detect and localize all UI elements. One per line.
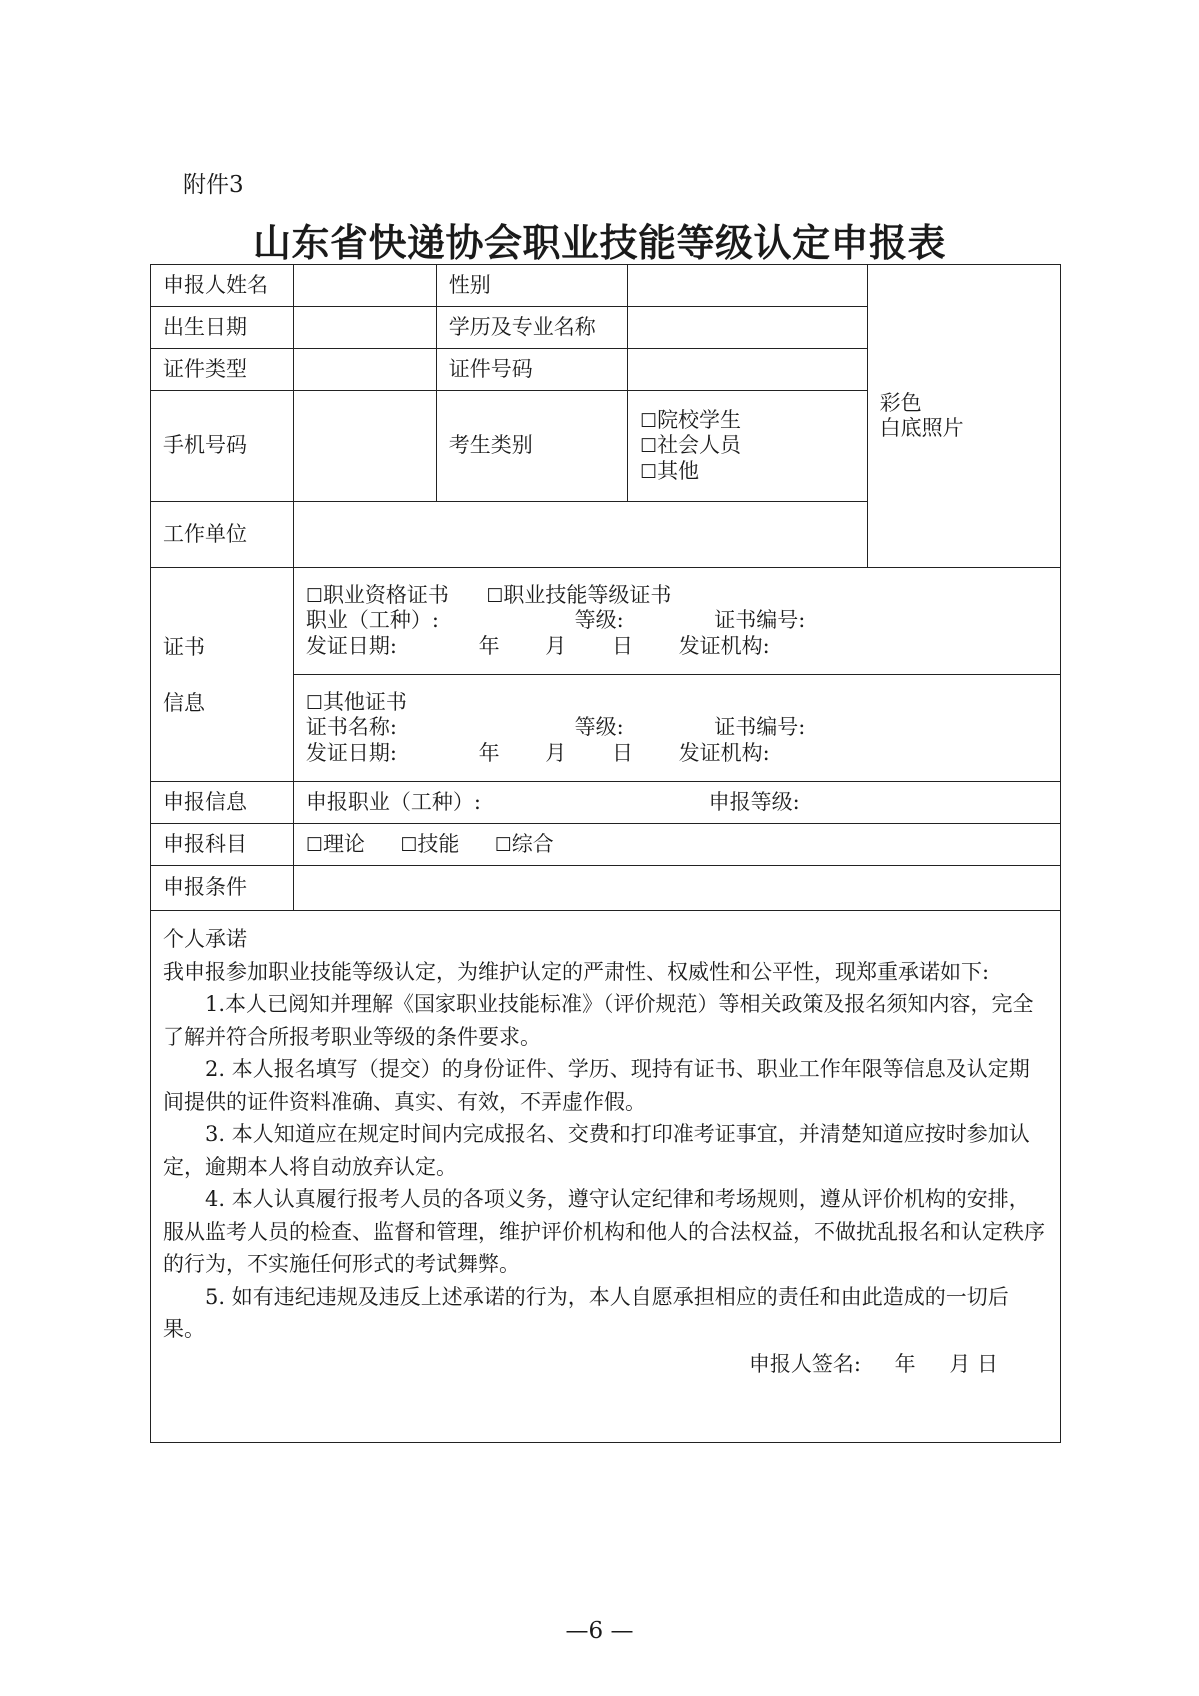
photo-area[interactable]	[867, 265, 1060, 568]
subject-comprehensive[interactable]: ☐综合	[494, 831, 554, 856]
id-type-field[interactable]	[293, 349, 436, 391]
checkbox-icon[interactable]: ☐	[494, 833, 512, 856]
option-public[interactable]: ☐社会人员	[640, 433, 742, 458]
photo-label-line2: 白底照片	[879, 416, 964, 440]
phone-label: 手机号码	[151, 391, 294, 502]
apply-info-field[interactable]	[293, 782, 1060, 824]
cert-level-label: 等级:	[574, 608, 624, 633]
checkbox-icon[interactable]: ☐	[400, 833, 418, 856]
other-cert-name-label: 证书名称:	[305, 715, 397, 740]
condition-field[interactable]	[293, 866, 1060, 911]
promise-heading: 个人承诺	[163, 927, 247, 951]
checkbox-icon[interactable]: ☐	[305, 692, 323, 715]
signature-label: 申报人签名:	[748, 1351, 861, 1376]
condition-label: 申报条件	[151, 866, 294, 911]
subject-theory[interactable]: ☐理论	[305, 831, 365, 856]
application-form	[150, 264, 1061, 1443]
promise-item: 4. 本人认真履行报考人员的各项义务，遵守认定纪律和考场规则，遵从评价机构的安排，服从监考人员的检查、监督和管理，维护评价机构和他人的合法权益，不做扰乱报名和认定秩序的行为，不实施任何形式的考试舞弊。	[163, 1187, 1045, 1276]
other-cert-number-label: 证书编号:	[714, 715, 806, 740]
other-cert-block: ☐其他证书 证书名称: 等级: 证书编号: 发证日期: 年 月 日 发证机构:	[293, 675, 1060, 782]
promise-item: 5. 如有违纪违规及违反上述承诺的行为，本人自愿承担相应的责任和由此造成的一切后果。	[163, 1284, 1009, 1341]
promise-intro: 我申报参加职业技能等级认定，为维护认定的严肃性、权威性和公平性，现郑重承诺如下:	[163, 959, 990, 984]
checkbox-icon[interactable]: ☐	[305, 585, 323, 608]
attachment-label: 附件3	[183, 172, 244, 198]
apply-level-label: 申报等级:	[708, 789, 800, 814]
form-title: 山东省快递协会职业技能等级认定申报表	[252, 221, 946, 265]
name-label: 申报人姓名	[151, 265, 294, 307]
birth-field[interactable]	[293, 307, 436, 349]
name-field[interactable]	[293, 265, 436, 307]
personal-promise	[151, 911, 1061, 1443]
subject-options	[293, 824, 1060, 866]
cert-occupation-label: 职业（工种）:	[305, 608, 439, 633]
checkbox-icon[interactable]: ☐	[640, 435, 658, 458]
birth-label: 出生日期	[151, 307, 294, 349]
id-number-field[interactable]	[628, 349, 868, 391]
option-student[interactable]: ☐院校学生	[640, 408, 742, 433]
signature-line[interactable]: 申报人签名: 年 月 日	[163, 1348, 1048, 1381]
cert-info-label: 证书 信息	[151, 568, 294, 782]
page-number: —6 —	[565, 1618, 634, 1644]
id-type-label: 证件类型	[151, 349, 294, 391]
apply-info-label: 申报信息	[151, 782, 294, 824]
workplace-label: 工作单位	[151, 502, 294, 568]
cert-option-skill-level[interactable]: 职业技能等级证书	[503, 583, 672, 608]
option-other[interactable]: ☐其他	[640, 458, 700, 483]
apply-occupation-label: 申报职业（工种）:	[305, 789, 481, 814]
checkbox-icon[interactable]: ☐	[305, 833, 323, 856]
phone-field[interactable]	[293, 391, 436, 502]
checkbox-icon[interactable]: ☐	[640, 410, 658, 433]
subject-label: 申报科目	[151, 824, 294, 866]
photo-label-line1: 彩色	[879, 390, 922, 415]
gender-field[interactable]	[628, 265, 868, 307]
cert-option-other[interactable]: 其他证书	[322, 690, 407, 715]
cert-number-label: 证书编号:	[714, 608, 806, 633]
education-field[interactable]	[628, 307, 868, 349]
cert-org-label: 发证机构:	[678, 633, 770, 658]
workplace-field[interactable]	[293, 502, 867, 568]
subject-skill[interactable]: ☐技能	[400, 831, 460, 856]
id-number-label: 证件号码	[436, 349, 627, 391]
cert-date-label: 发证日期:	[305, 633, 397, 658]
other-cert-date-label: 发证日期:	[305, 740, 397, 765]
checkbox-icon[interactable]: ☐	[640, 460, 658, 483]
gender-label: 性别	[436, 265, 627, 307]
other-cert-org-label: 发证机构:	[678, 740, 770, 765]
candidate-type-options	[628, 391, 868, 502]
education-label: 学历及专业名称	[436, 307, 627, 349]
promise-item: 2. 本人报名填写（提交）的身份证件、学历、现持有证书、职业工作年限等信息及认定期间提供的证件资料准确、真实、有效，不弄虚作假。	[163, 1057, 1030, 1114]
other-cert-level-label: 等级:	[574, 715, 624, 740]
candidate-type-label: 考生类别	[436, 391, 627, 502]
professional-cert-block: ☐职业资格证书 ☐职业技能等级证书 职业（工种）: 等级: 证书编号: 发证日期: 年 月 日 发证机构:	[293, 568, 1060, 675]
checkbox-icon[interactable]: ☐	[486, 585, 504, 608]
cert-option-qualification[interactable]: 职业资格证书	[322, 583, 449, 608]
promise-item: 3. 本人知道应在规定时间内完成报名、交费和打印准考证事宜，并清楚知道应按时参加认定，逾期本人将自动放弃认定。	[163, 1122, 1030, 1179]
promise-item: 1.本人已阅知并理解《国家职业技能标准》（评价规范）等相关政策及报名须知内容，完全了解并符合所报考职业等级的条件要求。	[163, 992, 1034, 1049]
